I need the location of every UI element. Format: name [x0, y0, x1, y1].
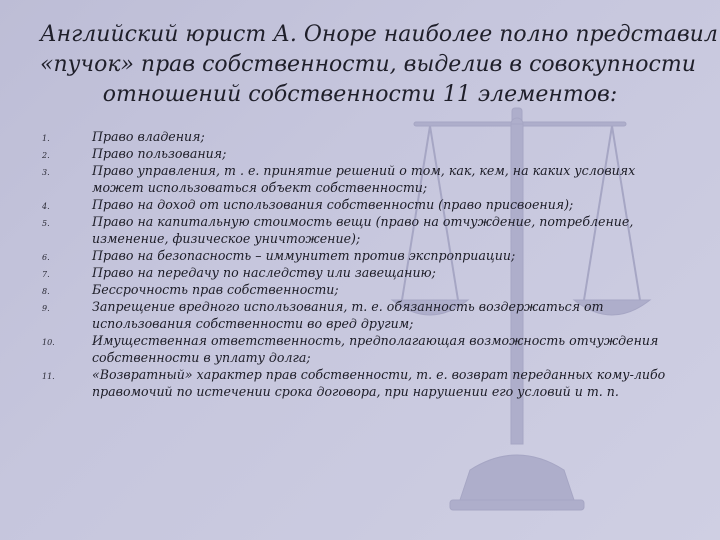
list-item-number: 2. — [42, 151, 50, 160]
list-item-text: Имущественная ответственность, предполагающая возможность отчуждения собственности в уплату долга; — [92, 333, 659, 365]
list-item-number: 9. — [42, 304, 50, 313]
list-item-text: «Возвратный» характер прав собственности, т. е. возврат переданных кому-либо правомочий по истечении срока договора, при нарушении его условий и т. п. — [92, 367, 666, 399]
list-item-number: 6. — [42, 253, 50, 262]
list-item-text: Право на безопасность – иммунитет против экспроприации; — [92, 248, 516, 263]
list-item-text: Бессрочность прав собственности; — [92, 282, 339, 297]
list-item — [40, 281, 690, 298]
list-item-text: Право управления, т . е. принятие решений о том, как, кем, на каких условиях может использоваться объект собственности; — [92, 163, 636, 195]
list-item-text: Право на передачу по наследству или завещанию; — [92, 265, 436, 280]
list-item-number: 7. — [42, 270, 50, 279]
list-item — [40, 264, 690, 281]
title-line-3: отношений собственности 11 элементов: — [102, 82, 618, 107]
list-item-text: Право на капитальную стоимость вещи (право на отчуждение, потребление, изменение, физическое уничтожение); — [92, 214, 634, 246]
list-item — [40, 162, 690, 196]
list-item-number: 10. — [42, 338, 55, 347]
list-item — [40, 145, 690, 162]
slide-title — [40, 20, 718, 110]
list-item-text: Право владения; — [92, 129, 205, 144]
list-item — [40, 196, 690, 213]
list-item — [40, 247, 690, 264]
list-item-text: Запрещение вредного использования, т. е. обязанность воздержаться от использования собственности во вред другим; — [92, 299, 604, 331]
title-line-1: Английский юрист А. Оноре наиболее полно представил — [40, 22, 718, 47]
list-item-number: 5. — [42, 219, 50, 228]
list-item — [40, 298, 690, 332]
list-item-text: Право пользования; — [92, 146, 227, 161]
list-item-number: 1. — [42, 134, 50, 143]
list-item — [40, 128, 690, 145]
list-item-number: 11. — [42, 372, 55, 381]
list-item-number: 8. — [42, 287, 50, 296]
list-item — [40, 366, 690, 400]
list-item — [40, 332, 690, 366]
list-item-number: 3. — [42, 168, 50, 177]
list-item-text: Право на доход от использования собственности (право присвоения); — [92, 197, 574, 212]
property-rights-list — [40, 128, 690, 400]
list-item-number: 4. — [42, 202, 50, 211]
title-line-2: «пучок» прав собственности, выделив в совокупности — [40, 52, 696, 77]
list-item — [40, 213, 690, 247]
